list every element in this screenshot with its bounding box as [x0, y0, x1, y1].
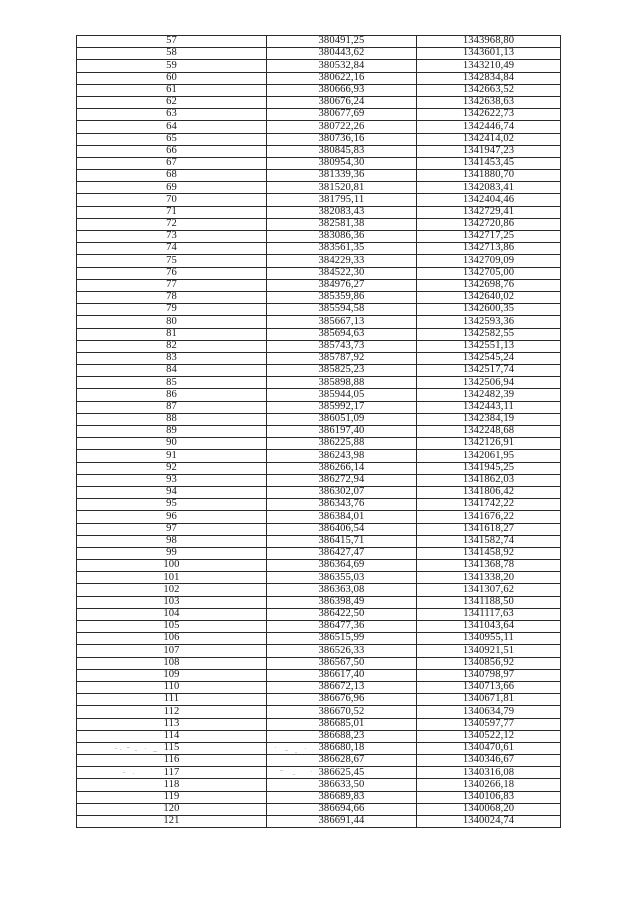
table-row	[77, 194, 561, 206]
point-number-cell: 61	[77, 84, 267, 96]
y-coordinate-cell: 1340106,83	[417, 791, 561, 803]
point-number-cell: 63	[77, 109, 267, 121]
table-row	[77, 511, 561, 523]
point-number-cell: 92	[77, 462, 267, 474]
table-row	[77, 816, 561, 828]
point-number-cell: 109	[77, 669, 267, 681]
table-row	[77, 755, 561, 767]
x-coordinate-cell: 386526,33	[267, 645, 417, 657]
table-row	[77, 474, 561, 486]
point-number-cell: 108	[77, 657, 267, 669]
x-coordinate-cell: 386670,52	[267, 706, 417, 718]
x-coordinate-cell: 385359,86	[267, 291, 417, 303]
table-row	[77, 145, 561, 157]
x-coordinate-cell: 380443,62	[267, 48, 417, 60]
x-coordinate-cell: 386415,71	[267, 535, 417, 547]
table-row	[77, 36, 561, 48]
y-coordinate-cell: 1341043,64	[417, 621, 561, 633]
table-row	[77, 365, 561, 377]
y-coordinate-cell: 1342713,86	[417, 243, 561, 255]
table-row	[77, 340, 561, 352]
y-coordinate-cell: 1341947,23	[417, 145, 561, 157]
x-coordinate-cell: 382083,43	[267, 206, 417, 218]
table-row	[77, 584, 561, 596]
x-coordinate-cell: 385898,88	[267, 377, 417, 389]
point-number-cell: 89	[77, 426, 267, 438]
point-number-cell: 113	[77, 718, 267, 730]
table-row	[77, 352, 561, 364]
y-coordinate-cell: 1341945,25	[417, 462, 561, 474]
y-coordinate-cell: 1342582,55	[417, 328, 561, 340]
table-row	[77, 413, 561, 425]
x-coordinate-cell: 386625,45	[267, 767, 417, 779]
table-row	[77, 121, 561, 133]
x-coordinate-cell: 381520,81	[267, 182, 417, 194]
coordinates-table-body	[77, 36, 561, 828]
table-row	[77, 596, 561, 608]
y-coordinate-cell: 1340798,97	[417, 669, 561, 681]
y-coordinate-cell: 1340470,61	[417, 742, 561, 754]
x-coordinate-cell: 380722,26	[267, 121, 417, 133]
x-coordinate-cell: 380532,84	[267, 60, 417, 72]
y-coordinate-cell: 1342545,24	[417, 352, 561, 364]
y-coordinate-cell: 1341117,63	[417, 608, 561, 620]
table-row	[77, 96, 561, 108]
y-coordinate-cell: 1342600,35	[417, 304, 561, 316]
y-coordinate-cell: 1340597,77	[417, 718, 561, 730]
y-coordinate-cell: 1342446,74	[417, 121, 561, 133]
point-number-cell: 77	[77, 279, 267, 291]
table-row	[77, 218, 561, 230]
y-coordinate-cell: 1340522,12	[417, 730, 561, 742]
point-number-cell: 94	[77, 486, 267, 498]
table-row	[77, 486, 561, 498]
y-coordinate-cell: 1342663,52	[417, 84, 561, 96]
x-coordinate-cell: 386266,14	[267, 462, 417, 474]
point-number-cell: 84	[77, 365, 267, 377]
table-row	[77, 645, 561, 657]
x-coordinate-cell: 380954,30	[267, 157, 417, 169]
x-coordinate-cell: 385667,13	[267, 316, 417, 328]
y-coordinate-cell: 1342061,95	[417, 450, 561, 462]
table-row	[77, 304, 561, 316]
x-coordinate-cell: 386364,69	[267, 560, 417, 572]
point-number-cell: 99	[77, 547, 267, 559]
x-coordinate-cell: 386680,18	[267, 742, 417, 754]
point-number-cell: 69	[77, 182, 267, 194]
point-number-cell: 59	[77, 60, 267, 72]
y-coordinate-cell: 1341188,50	[417, 596, 561, 608]
y-coordinate-cell: 1342593,36	[417, 316, 561, 328]
table-row	[77, 72, 561, 84]
x-coordinate-cell: 386302,07	[267, 486, 417, 498]
x-coordinate-cell: 380845,83	[267, 145, 417, 157]
point-number-cell: 72	[77, 218, 267, 230]
point-number-cell: 85	[77, 377, 267, 389]
x-coordinate-cell: 386363,08	[267, 584, 417, 596]
x-coordinate-cell: 386398,49	[267, 596, 417, 608]
table-row	[77, 572, 561, 584]
point-number-cell: 103	[77, 596, 267, 608]
y-coordinate-cell: 1341368,78	[417, 560, 561, 572]
table-row	[77, 438, 561, 450]
table-row	[77, 730, 561, 742]
y-coordinate-cell: 1343601,13	[417, 48, 561, 60]
point-number-cell: 120	[77, 803, 267, 815]
point-number-cell: 67	[77, 157, 267, 169]
y-coordinate-cell: 1340671,81	[417, 694, 561, 706]
table-row	[77, 523, 561, 535]
table-row	[77, 621, 561, 633]
y-coordinate-cell: 1340921,51	[417, 645, 561, 657]
point-number-cell: 107	[77, 645, 267, 657]
table-row	[77, 742, 561, 754]
point-number-cell: 58	[77, 48, 267, 60]
point-number-cell: 80	[77, 316, 267, 328]
table-row	[77, 48, 561, 60]
table-row	[77, 255, 561, 267]
x-coordinate-cell: 386197,40	[267, 426, 417, 438]
table-row	[77, 803, 561, 815]
y-coordinate-cell: 1342834,84	[417, 72, 561, 84]
x-coordinate-cell: 385825,23	[267, 365, 417, 377]
point-number-cell: 121	[77, 816, 267, 828]
x-coordinate-cell: 386243,98	[267, 450, 417, 462]
y-coordinate-cell: 1340955,11	[417, 633, 561, 645]
y-coordinate-cell: 1340346,67	[417, 755, 561, 767]
y-coordinate-cell: 1342083,41	[417, 182, 561, 194]
x-coordinate-cell: 386688,23	[267, 730, 417, 742]
point-number-cell: 82	[77, 340, 267, 352]
table-row	[77, 182, 561, 194]
x-coordinate-cell: 386691,44	[267, 816, 417, 828]
x-coordinate-cell: 386633,50	[267, 779, 417, 791]
table-row	[77, 706, 561, 718]
point-number-cell: 101	[77, 572, 267, 584]
point-number-cell: 119	[77, 791, 267, 803]
x-coordinate-cell: 386051,09	[267, 413, 417, 425]
point-number-cell: 115	[77, 742, 267, 754]
x-coordinate-cell: 380677,69	[267, 109, 417, 121]
table-row	[77, 377, 561, 389]
table-row	[77, 535, 561, 547]
table-row	[77, 499, 561, 511]
point-number-cell: 65	[77, 133, 267, 145]
point-number-cell: 97	[77, 523, 267, 535]
x-coordinate-cell: 386672,13	[267, 681, 417, 693]
y-coordinate-cell: 1341862,03	[417, 474, 561, 486]
point-number-cell: 88	[77, 413, 267, 425]
point-number-cell: 106	[77, 633, 267, 645]
x-coordinate-cell: 386617,40	[267, 669, 417, 681]
table-row	[77, 328, 561, 340]
point-number-cell: 93	[77, 474, 267, 486]
x-coordinate-cell: 380491,25	[267, 36, 417, 48]
table-row	[77, 450, 561, 462]
y-coordinate-cell: 1342443,11	[417, 401, 561, 413]
y-coordinate-cell: 1342517,74	[417, 365, 561, 377]
y-coordinate-cell: 1342622,73	[417, 109, 561, 121]
y-coordinate-cell: 1342640,02	[417, 291, 561, 303]
x-coordinate-cell: 385743,73	[267, 340, 417, 352]
y-coordinate-cell: 1342506,94	[417, 377, 561, 389]
point-number-cell: 75	[77, 255, 267, 267]
x-coordinate-cell: 380622,16	[267, 72, 417, 84]
y-coordinate-cell: 1342705,00	[417, 267, 561, 279]
table-row	[77, 401, 561, 413]
y-coordinate-cell: 1341676,22	[417, 511, 561, 523]
y-coordinate-cell: 1342404,46	[417, 194, 561, 206]
y-coordinate-cell: 1341338,20	[417, 572, 561, 584]
x-coordinate-cell: 383086,36	[267, 231, 417, 243]
table-row	[77, 657, 561, 669]
table-row	[77, 291, 561, 303]
y-coordinate-cell: 1340024,74	[417, 816, 561, 828]
table-row	[77, 231, 561, 243]
y-coordinate-cell: 1342384,19	[417, 413, 561, 425]
x-coordinate-cell: 386567,50	[267, 657, 417, 669]
point-number-cell: 71	[77, 206, 267, 218]
y-coordinate-cell: 1340634,79	[417, 706, 561, 718]
table-row	[77, 206, 561, 218]
point-number-cell: 86	[77, 389, 267, 401]
table-row	[77, 681, 561, 693]
table-row	[77, 243, 561, 255]
y-coordinate-cell: 1341806,42	[417, 486, 561, 498]
point-number-cell: 111	[77, 694, 267, 706]
point-number-cell: 96	[77, 511, 267, 523]
x-coordinate-cell: 380666,93	[267, 84, 417, 96]
x-coordinate-cell: 383561,35	[267, 243, 417, 255]
table-row	[77, 767, 561, 779]
point-number-cell: 62	[77, 96, 267, 108]
x-coordinate-cell: 385992,17	[267, 401, 417, 413]
x-coordinate-cell: 385787,92	[267, 352, 417, 364]
y-coordinate-cell: 1343210,49	[417, 60, 561, 72]
table-row	[77, 279, 561, 291]
y-coordinate-cell: 1341582,74	[417, 535, 561, 547]
y-coordinate-cell: 1340713,66	[417, 681, 561, 693]
table-row	[77, 267, 561, 279]
y-coordinate-cell: 1342414,02	[417, 133, 561, 145]
point-number-cell: 68	[77, 170, 267, 182]
point-number-cell: 117	[77, 767, 267, 779]
x-coordinate-cell: 386685,01	[267, 718, 417, 730]
y-coordinate-cell: 1342482,39	[417, 389, 561, 401]
x-coordinate-cell: 386689,83	[267, 791, 417, 803]
x-coordinate-cell: 386343,76	[267, 499, 417, 511]
point-number-cell: 98	[77, 535, 267, 547]
x-coordinate-cell: 381795,11	[267, 194, 417, 206]
point-number-cell: 112	[77, 706, 267, 718]
x-coordinate-cell: 382581,38	[267, 218, 417, 230]
point-number-cell: 105	[77, 621, 267, 633]
y-coordinate-cell: 1341742,22	[417, 499, 561, 511]
table-row	[77, 669, 561, 681]
table-row	[77, 608, 561, 620]
y-coordinate-cell: 1342248,68	[417, 426, 561, 438]
point-number-cell: 87	[77, 401, 267, 413]
coordinates-table	[76, 35, 561, 828]
x-coordinate-cell: 386694,66	[267, 803, 417, 815]
x-coordinate-cell: 380676,24	[267, 96, 417, 108]
table-row	[77, 170, 561, 182]
y-coordinate-cell: 1340266,18	[417, 779, 561, 791]
y-coordinate-cell: 1342717,25	[417, 231, 561, 243]
point-number-cell: 90	[77, 438, 267, 450]
y-coordinate-cell: 1340068,20	[417, 803, 561, 815]
point-number-cell: 116	[77, 755, 267, 767]
table-row	[77, 779, 561, 791]
y-coordinate-cell: 1342551,13	[417, 340, 561, 352]
y-coordinate-cell: 1340316,08	[417, 767, 561, 779]
point-number-cell: 66	[77, 145, 267, 157]
y-coordinate-cell: 1341458,92	[417, 547, 561, 559]
point-number-cell: 104	[77, 608, 267, 620]
point-number-cell: 78	[77, 291, 267, 303]
x-coordinate-cell: 381339,36	[267, 170, 417, 182]
y-coordinate-cell: 1340856,92	[417, 657, 561, 669]
table-row	[77, 84, 561, 96]
x-coordinate-cell: 386406,54	[267, 523, 417, 535]
x-coordinate-cell: 385594,58	[267, 304, 417, 316]
y-coordinate-cell: 1342126,91	[417, 438, 561, 450]
table-row	[77, 791, 561, 803]
table-row	[77, 157, 561, 169]
table-row	[77, 133, 561, 145]
y-coordinate-cell: 1341618,27	[417, 523, 561, 535]
table-row	[77, 560, 561, 572]
table-row	[77, 60, 561, 72]
y-coordinate-cell: 1343968,80	[417, 36, 561, 48]
x-coordinate-cell: 385694,63	[267, 328, 417, 340]
x-coordinate-cell: 386628,67	[267, 755, 417, 767]
x-coordinate-cell: 384229,33	[267, 255, 417, 267]
x-coordinate-cell: 386272,94	[267, 474, 417, 486]
point-number-cell: 60	[77, 72, 267, 84]
point-number-cell: 81	[77, 328, 267, 340]
table-row	[77, 633, 561, 645]
point-number-cell: 57	[77, 36, 267, 48]
point-number-cell: 91	[77, 450, 267, 462]
point-number-cell: 74	[77, 243, 267, 255]
x-coordinate-cell: 384976,27	[267, 279, 417, 291]
point-number-cell: 100	[77, 560, 267, 572]
x-coordinate-cell: 386477,36	[267, 621, 417, 633]
x-coordinate-cell: 386422,50	[267, 608, 417, 620]
y-coordinate-cell: 1342709,09	[417, 255, 561, 267]
y-coordinate-cell: 1342698,76	[417, 279, 561, 291]
table-row	[77, 389, 561, 401]
x-coordinate-cell: 384522,30	[267, 267, 417, 279]
point-number-cell: 79	[77, 304, 267, 316]
table-row	[77, 547, 561, 559]
point-number-cell: 70	[77, 194, 267, 206]
point-number-cell: 114	[77, 730, 267, 742]
y-coordinate-cell: 1341307,62	[417, 584, 561, 596]
point-number-cell: 95	[77, 499, 267, 511]
y-coordinate-cell: 1341880,70	[417, 170, 561, 182]
y-coordinate-cell: 1341453,45	[417, 157, 561, 169]
table-row	[77, 316, 561, 328]
x-coordinate-cell: 385944,05	[267, 389, 417, 401]
point-number-cell: 73	[77, 231, 267, 243]
point-number-cell: 76	[77, 267, 267, 279]
point-number-cell: 110	[77, 681, 267, 693]
y-coordinate-cell: 1342729,41	[417, 206, 561, 218]
point-number-cell: 64	[77, 121, 267, 133]
x-coordinate-cell: 386355,03	[267, 572, 417, 584]
y-coordinate-cell: 1342638,63	[417, 96, 561, 108]
table-row	[77, 718, 561, 730]
point-number-cell: 102	[77, 584, 267, 596]
table-row	[77, 426, 561, 438]
x-coordinate-cell: 386676,96	[267, 694, 417, 706]
table-row	[77, 694, 561, 706]
point-number-cell: 118	[77, 779, 267, 791]
x-coordinate-cell: 386427,47	[267, 547, 417, 559]
x-coordinate-cell: 386515,99	[267, 633, 417, 645]
x-coordinate-cell: 386384,01	[267, 511, 417, 523]
table-row	[77, 109, 561, 121]
x-coordinate-cell: 386225,88	[267, 438, 417, 450]
point-number-cell: 83	[77, 352, 267, 364]
x-coordinate-cell: 380736,16	[267, 133, 417, 145]
y-coordinate-cell: 1342720,86	[417, 218, 561, 230]
table-row	[77, 462, 561, 474]
